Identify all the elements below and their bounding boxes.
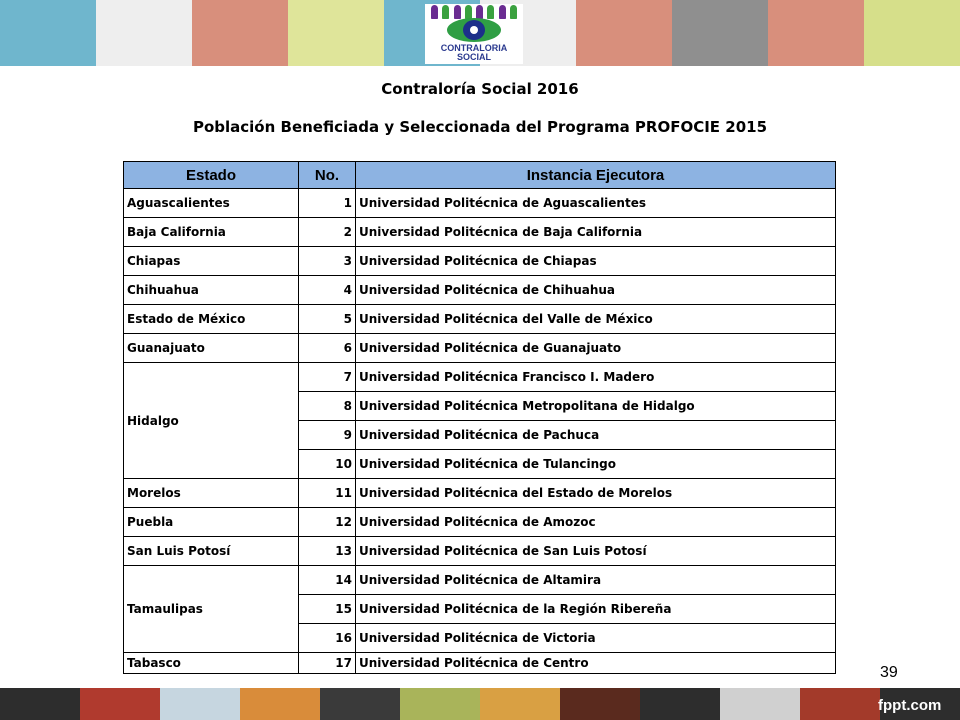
table-row	[124, 566, 836, 595]
cell-estado: Morelos	[124, 479, 299, 508]
cell-instancia: Universidad Politécnica de Pachuca	[356, 421, 836, 450]
header-bar	[864, 0, 960, 66]
cell-instancia: Universidad Politécnica de Guanajuato	[356, 334, 836, 363]
cell-estado: Baja California	[124, 218, 299, 247]
header-bar	[288, 0, 384, 66]
document-subtitle: Población Beneficiada y Seleccionada del Programa PROFOCIE 2015	[192, 118, 768, 136]
cell-instancia: Universidad Politécnica de Tulancingo	[356, 450, 836, 479]
cell-estado: San Luis Potosí	[124, 537, 299, 566]
cell-instancia: Universidad Politécnica de Altamira	[356, 566, 836, 595]
table-row	[124, 276, 836, 305]
fppt-brand-link[interactable]: fppt.com	[878, 697, 942, 714]
cell-instancia: Universidad Politécnica de Baja California	[356, 218, 836, 247]
cell-instancia: Universidad Politécnica Francisco I. Madero	[356, 363, 836, 392]
column-header-no: No.	[299, 162, 356, 189]
footer-color-bars	[0, 688, 960, 720]
cell-instancia: Universidad Politécnica de Chiapas	[356, 247, 836, 276]
header-bar	[192, 0, 288, 66]
cell-no: 8	[299, 392, 356, 421]
cell-estado: Estado de México	[124, 305, 299, 334]
cell-no: 10	[299, 450, 356, 479]
cell-estado: Aguascalientes	[124, 189, 299, 218]
column-header-estado: Estado	[124, 162, 299, 189]
page-number: 39	[880, 664, 898, 681]
footer-bar	[320, 688, 400, 720]
cell-no: 7	[299, 363, 356, 392]
footer-bar	[480, 688, 560, 720]
cell-instancia: Universidad Politécnica de Chihuahua	[356, 276, 836, 305]
cell-instancia: Universidad Politécnica Metropolitana de Hidalgo	[356, 392, 836, 421]
header-bar	[0, 0, 96, 66]
footer-bar	[160, 688, 240, 720]
cell-no: 13	[299, 537, 356, 566]
cell-no: 14	[299, 566, 356, 595]
cell-no: 12	[299, 508, 356, 537]
table-header-row	[124, 162, 836, 189]
cell-instancia: Universidad Politécnica de San Luis Potosí	[356, 537, 836, 566]
beneficiaries-table	[123, 161, 836, 674]
header-bar	[576, 0, 672, 66]
cell-no: 2	[299, 218, 356, 247]
header-bar	[672, 0, 768, 66]
table-row	[124, 508, 836, 537]
table-row	[124, 189, 836, 218]
footer-bar	[80, 688, 160, 720]
eye-icon	[447, 18, 501, 42]
cell-estado: Chiapas	[124, 247, 299, 276]
logo-text	[425, 44, 523, 62]
contraloria-social-logo	[425, 4, 523, 64]
cell-estado: Tamaulipas	[124, 566, 299, 653]
cell-estado: Hidalgo	[124, 363, 299, 479]
cell-no: 16	[299, 624, 356, 653]
footer-bar	[800, 688, 880, 720]
cell-estado: Puebla	[124, 508, 299, 537]
cell-estado: Guanajuato	[124, 334, 299, 363]
document-title: Contraloría Social 2016	[381, 80, 579, 98]
cell-estado: Tabasco	[124, 653, 299, 674]
footer-bar	[400, 688, 480, 720]
table-row	[124, 653, 836, 674]
cell-no: 1	[299, 189, 356, 218]
cell-instancia: Universidad Politécnica del Estado de Morelos	[356, 479, 836, 508]
table-row	[124, 305, 836, 334]
header-bar	[96, 0, 192, 66]
column-header-instancia: Instancia Ejecutora	[356, 162, 836, 189]
table-row	[124, 537, 836, 566]
footer-bar	[240, 688, 320, 720]
cell-no: 17	[299, 653, 356, 674]
cell-instancia: Universidad Politécnica de Amozoc	[356, 508, 836, 537]
logo-text-line2: SOCIAL	[456, 52, 491, 62]
table-row	[124, 479, 836, 508]
cell-no: 15	[299, 595, 356, 624]
table-row	[124, 218, 836, 247]
cell-no: 5	[299, 305, 356, 334]
cell-instancia: Universidad Politécnica de Aguascalientes	[356, 189, 836, 218]
cell-instancia: Universidad Politécnica de Centro	[356, 653, 836, 674]
footer-bar	[0, 688, 80, 720]
table-row	[124, 334, 836, 363]
logo-text-line1: CONTRALORIA	[440, 43, 508, 53]
cell-no: 4	[299, 276, 356, 305]
cell-instancia: Universidad Politécnica de la Región Ribereña	[356, 595, 836, 624]
cell-no: 3	[299, 247, 356, 276]
cell-estado: Chihuahua	[124, 276, 299, 305]
cell-no: 11	[299, 479, 356, 508]
footer-bar	[560, 688, 640, 720]
footer-bar	[720, 688, 800, 720]
table-row	[124, 247, 836, 276]
footer-bar	[640, 688, 720, 720]
cell-instancia: Universidad Politécnica de Victoria	[356, 624, 836, 653]
cell-no: 9	[299, 421, 356, 450]
header-bar	[768, 0, 864, 66]
cell-instancia: Universidad Politécnica del Valle de México	[356, 305, 836, 334]
table-row	[124, 363, 836, 392]
cell-no: 6	[299, 334, 356, 363]
